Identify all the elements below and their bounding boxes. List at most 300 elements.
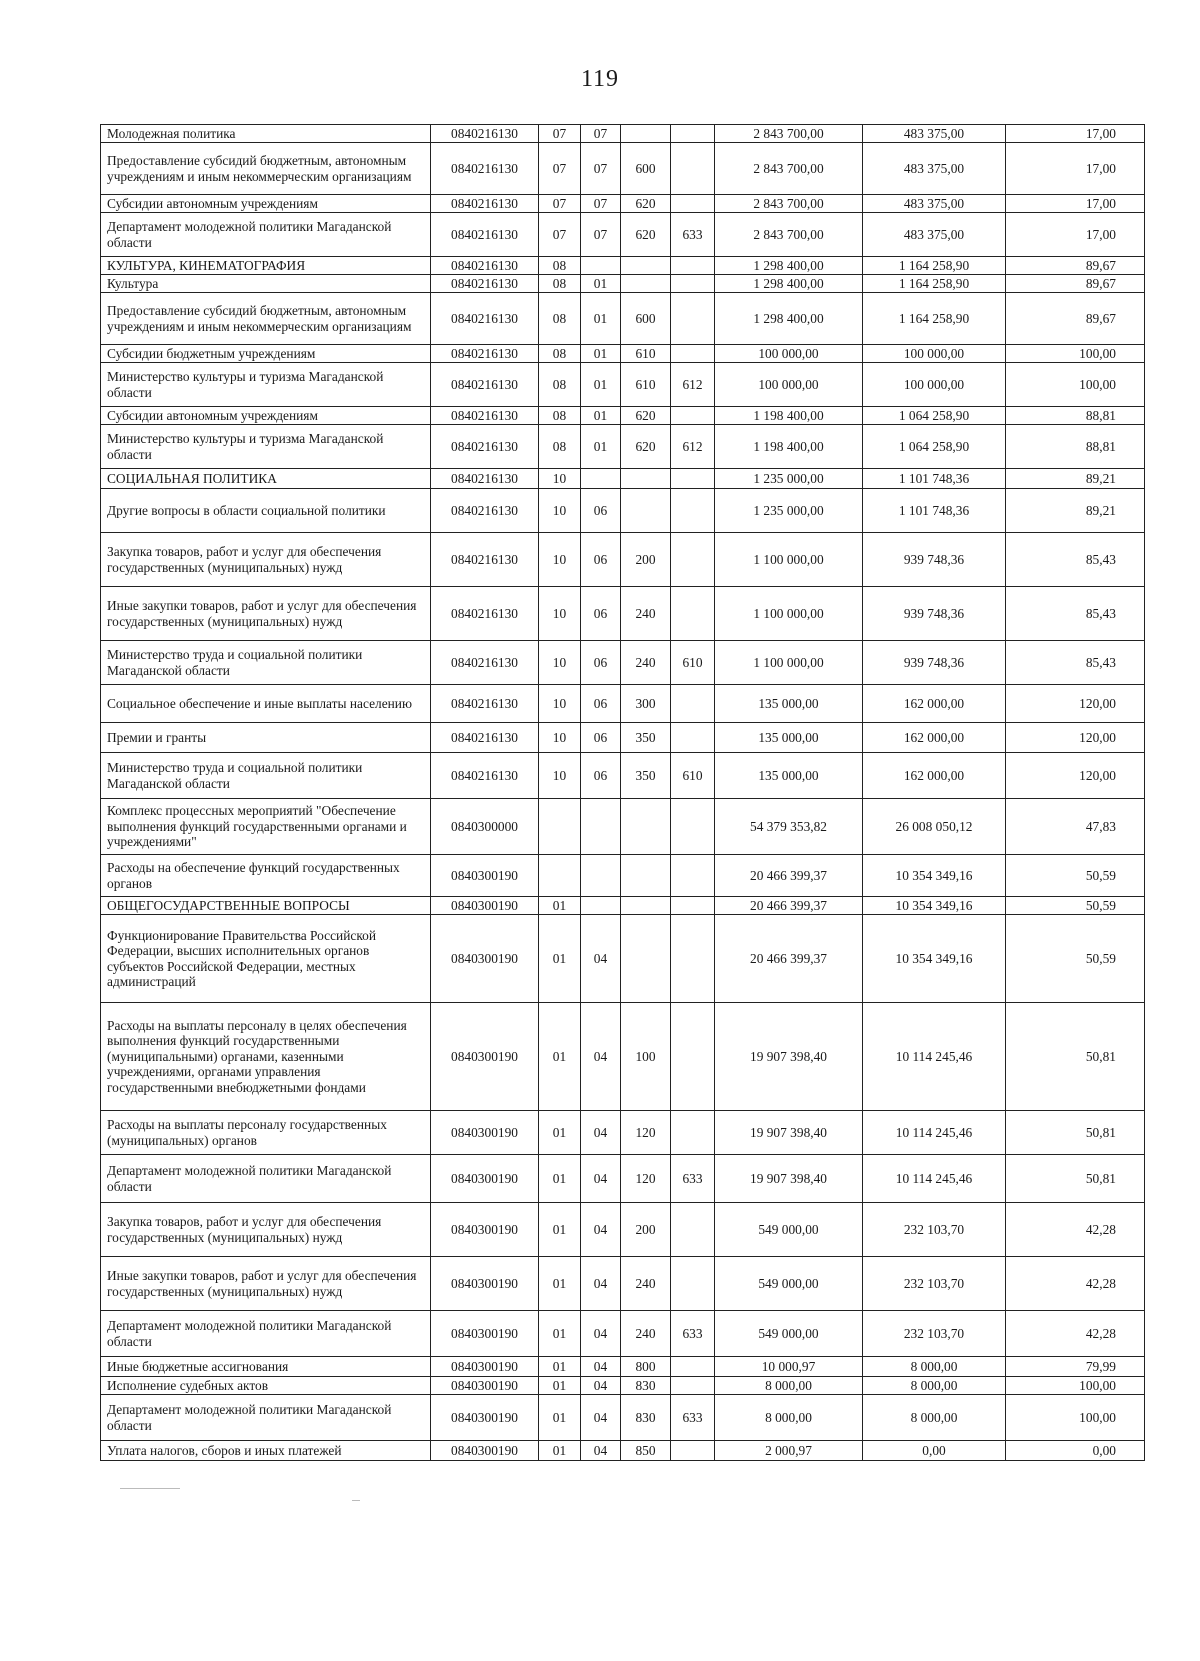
cell-expense-type: 350	[621, 723, 671, 753]
cell-percent: 42,28	[1006, 1311, 1145, 1357]
cell-administrator: 633	[671, 1395, 715, 1441]
cell-subsection: 06	[581, 641, 621, 685]
table-row	[101, 1003, 1145, 1111]
cell-target-code: 0840216130	[431, 143, 539, 195]
cell-section: 01	[539, 1203, 581, 1257]
cell-administrator	[671, 897, 715, 915]
cell-percent: 100,00	[1006, 1395, 1145, 1441]
cell-executed: 162 000,00	[863, 753, 1006, 799]
table-row	[101, 685, 1145, 723]
cell-section: 01	[539, 1257, 581, 1311]
cell-planned: 19 907 398,40	[715, 1111, 863, 1155]
cell-executed: 1 164 258,90	[863, 293, 1006, 345]
cell-name: Департамент молодежной политики Магаданской области	[101, 213, 431, 257]
cell-subsection: 04	[581, 915, 621, 1003]
cell-subsection: 06	[581, 489, 621, 533]
cell-executed: 8 000,00	[863, 1357, 1006, 1377]
cell-name: Комплекс процессных мероприятий "Обеспечение выполнения функций государственными органами и учреждениями"	[101, 799, 431, 855]
budget-table	[100, 124, 1145, 1461]
cell-administrator	[671, 257, 715, 275]
table-row	[101, 915, 1145, 1003]
cell-percent: 120,00	[1006, 753, 1145, 799]
cell-target-code: 0840216130	[431, 685, 539, 723]
cell-target-code: 0840300190	[431, 1257, 539, 1311]
cell-planned: 2 000,97	[715, 1441, 863, 1461]
cell-name: Иные закупки товаров, работ и услуг для обеспечения государственных (муниципальных) нужд	[101, 1257, 431, 1311]
scan-artifact	[352, 1500, 360, 1501]
table-row	[101, 1377, 1145, 1395]
cell-expense-type: 120	[621, 1111, 671, 1155]
cell-section: 08	[539, 345, 581, 363]
cell-name: Иные бюджетные ассигнования	[101, 1357, 431, 1377]
cell-target-code: 0840216130	[431, 275, 539, 293]
cell-administrator	[671, 1357, 715, 1377]
cell-name: Субсидии автономным учреждениям	[101, 195, 431, 213]
cell-target-code: 0840216130	[431, 425, 539, 469]
cell-administrator	[671, 723, 715, 753]
cell-subsection: 04	[581, 1377, 621, 1395]
budget-table-body	[101, 125, 1145, 1461]
cell-subsection: 07	[581, 143, 621, 195]
cell-subsection: 07	[581, 195, 621, 213]
cell-percent: 88,81	[1006, 425, 1145, 469]
table-row	[101, 753, 1145, 799]
cell-expense-type: 350	[621, 753, 671, 799]
table-row	[101, 345, 1145, 363]
cell-executed: 10 354 349,16	[863, 897, 1006, 915]
cell-name: Культура	[101, 275, 431, 293]
cell-target-code: 0840216130	[431, 641, 539, 685]
cell-name: Премии и гранты	[101, 723, 431, 753]
table-row	[101, 1357, 1145, 1377]
cell-subsection	[581, 799, 621, 855]
cell-expense-type	[621, 915, 671, 1003]
cell-percent: 85,43	[1006, 587, 1145, 641]
cell-subsection: 04	[581, 1155, 621, 1203]
cell-percent: 89,21	[1006, 469, 1145, 489]
cell-section: 08	[539, 363, 581, 407]
cell-section: 08	[539, 425, 581, 469]
cell-percent: 50,81	[1006, 1111, 1145, 1155]
cell-planned: 20 466 399,37	[715, 915, 863, 1003]
cell-planned: 54 379 353,82	[715, 799, 863, 855]
cell-subsection: 06	[581, 685, 621, 723]
cell-expense-type	[621, 897, 671, 915]
cell-section: 10	[539, 753, 581, 799]
table-row	[101, 1203, 1145, 1257]
cell-administrator: 610	[671, 753, 715, 799]
cell-executed: 1 101 748,36	[863, 489, 1006, 533]
cell-section: 08	[539, 275, 581, 293]
table-row	[101, 489, 1145, 533]
table-row	[101, 257, 1145, 275]
cell-target-code: 0840300190	[431, 855, 539, 897]
cell-subsection: 07	[581, 213, 621, 257]
table-row	[101, 407, 1145, 425]
table-row	[101, 855, 1145, 897]
cell-planned: 8 000,00	[715, 1377, 863, 1395]
cell-percent: 89,67	[1006, 257, 1145, 275]
cell-percent: 89,21	[1006, 489, 1145, 533]
cell-expense-type: 600	[621, 293, 671, 345]
table-row	[101, 469, 1145, 489]
cell-planned: 1 235 000,00	[715, 489, 863, 533]
cell-subsection: 01	[581, 293, 621, 345]
cell-name: Иные закупки товаров, работ и услуг для обеспечения государственных (муниципальных) нужд	[101, 587, 431, 641]
cell-subsection: 04	[581, 1395, 621, 1441]
cell-executed: 10 114 245,46	[863, 1111, 1006, 1155]
cell-name: Функционирование Правительства Российской Федерации, высших исполнительных органов субъектов Российской Федерации, местных администраций	[101, 915, 431, 1003]
cell-target-code: 0840216130	[431, 213, 539, 257]
table-row	[101, 1257, 1145, 1311]
cell-planned: 20 466 399,37	[715, 897, 863, 915]
cell-name: КУЛЬТУРА, КИНЕМАТОГРАФИЯ	[101, 257, 431, 275]
cell-section: 07	[539, 213, 581, 257]
cell-subsection: 06	[581, 723, 621, 753]
cell-administrator	[671, 489, 715, 533]
cell-name: Молодежная политика	[101, 125, 431, 143]
cell-expense-type: 800	[621, 1357, 671, 1377]
cell-section: 10	[539, 723, 581, 753]
cell-planned: 1 198 400,00	[715, 425, 863, 469]
cell-section: 07	[539, 125, 581, 143]
cell-planned: 1 100 000,00	[715, 533, 863, 587]
cell-percent: 85,43	[1006, 533, 1145, 587]
cell-expense-type: 620	[621, 213, 671, 257]
cell-expense-type: 240	[621, 1311, 671, 1357]
cell-target-code: 0840216130	[431, 195, 539, 213]
cell-executed: 232 103,70	[863, 1311, 1006, 1357]
table-row	[101, 587, 1145, 641]
cell-target-code: 0840300190	[431, 1357, 539, 1377]
cell-section: 10	[539, 469, 581, 489]
cell-expense-type: 620	[621, 407, 671, 425]
cell-executed: 100 000,00	[863, 363, 1006, 407]
cell-administrator	[671, 533, 715, 587]
table-row	[101, 1441, 1145, 1461]
table-row	[101, 641, 1145, 685]
table-row	[101, 1311, 1145, 1357]
cell-section: 07	[539, 195, 581, 213]
cell-expense-type	[621, 257, 671, 275]
cell-subsection: 01	[581, 275, 621, 293]
cell-name: Другие вопросы в области социальной политики	[101, 489, 431, 533]
cell-administrator: 633	[671, 1155, 715, 1203]
cell-name: СОЦИАЛЬНАЯ ПОЛИТИКА	[101, 469, 431, 489]
cell-percent: 89,67	[1006, 275, 1145, 293]
cell-target-code: 0840216130	[431, 587, 539, 641]
cell-name: Исполнение судебных актов	[101, 1377, 431, 1395]
cell-executed: 100 000,00	[863, 345, 1006, 363]
cell-expense-type: 610	[621, 345, 671, 363]
cell-expense-type: 240	[621, 641, 671, 685]
cell-planned: 19 907 398,40	[715, 1003, 863, 1111]
cell-executed: 1 064 258,90	[863, 425, 1006, 469]
cell-section	[539, 799, 581, 855]
cell-target-code: 0840300000	[431, 799, 539, 855]
cell-target-code: 0840216130	[431, 533, 539, 587]
cell-target-code: 0840300190	[431, 1003, 539, 1111]
cell-planned: 1 235 000,00	[715, 469, 863, 489]
cell-expense-type: 240	[621, 587, 671, 641]
cell-name: Расходы на обеспечение функций государственных органов	[101, 855, 431, 897]
table-row	[101, 1111, 1145, 1155]
cell-executed: 939 748,36	[863, 533, 1006, 587]
cell-percent: 42,28	[1006, 1203, 1145, 1257]
cell-expense-type: 620	[621, 195, 671, 213]
cell-target-code: 0840216130	[431, 489, 539, 533]
cell-planned: 549 000,00	[715, 1257, 863, 1311]
cell-percent: 50,59	[1006, 915, 1145, 1003]
cell-expense-type: 100	[621, 1003, 671, 1111]
cell-percent: 120,00	[1006, 723, 1145, 753]
cell-planned: 549 000,00	[715, 1203, 863, 1257]
cell-subsection: 06	[581, 533, 621, 587]
table-row	[101, 1155, 1145, 1203]
cell-administrator	[671, 1111, 715, 1155]
cell-executed: 939 748,36	[863, 641, 1006, 685]
cell-executed: 26 008 050,12	[863, 799, 1006, 855]
cell-target-code: 0840216130	[431, 469, 539, 489]
cell-subsection	[581, 469, 621, 489]
cell-target-code: 0840300190	[431, 1111, 539, 1155]
cell-section: 01	[539, 1395, 581, 1441]
cell-administrator	[671, 275, 715, 293]
cell-percent: 120,00	[1006, 685, 1145, 723]
cell-subsection: 01	[581, 425, 621, 469]
table-row	[101, 195, 1145, 213]
cell-section: 10	[539, 641, 581, 685]
table-row	[101, 293, 1145, 345]
cell-executed: 483 375,00	[863, 213, 1006, 257]
cell-planned: 2 843 700,00	[715, 213, 863, 257]
cell-subsection	[581, 257, 621, 275]
cell-section	[539, 855, 581, 897]
cell-administrator	[671, 195, 715, 213]
cell-administrator: 612	[671, 425, 715, 469]
cell-name: Предоставление субсидий бюджетным, автономным учреждениям и иным некоммерческим организациям	[101, 293, 431, 345]
cell-administrator	[671, 915, 715, 1003]
cell-executed: 483 375,00	[863, 125, 1006, 143]
cell-target-code: 0840216130	[431, 753, 539, 799]
cell-planned: 1 298 400,00	[715, 275, 863, 293]
cell-percent: 50,59	[1006, 855, 1145, 897]
cell-percent: 17,00	[1006, 195, 1145, 213]
cell-percent: 17,00	[1006, 143, 1145, 195]
cell-planned: 1 100 000,00	[715, 641, 863, 685]
table-row	[101, 723, 1145, 753]
cell-planned: 2 843 700,00	[715, 143, 863, 195]
cell-subsection: 04	[581, 1203, 621, 1257]
cell-target-code: 0840216130	[431, 293, 539, 345]
cell-name: Департамент молодежной политики Магаданской области	[101, 1311, 431, 1357]
cell-name: Предоставление субсидий бюджетным, автономным учреждениям и иным некоммерческим организациям	[101, 143, 431, 195]
cell-percent: 17,00	[1006, 213, 1145, 257]
cell-expense-type: 830	[621, 1395, 671, 1441]
cell-name: Министерство труда и социальной политики Магаданской области	[101, 753, 431, 799]
cell-name: Субсидии бюджетным учреждениям	[101, 345, 431, 363]
table-row	[101, 143, 1145, 195]
table-row	[101, 425, 1145, 469]
cell-name: Уплата налогов, сборов и иных платежей	[101, 1441, 431, 1461]
table-row	[101, 533, 1145, 587]
cell-expense-type	[621, 125, 671, 143]
cell-section: 08	[539, 293, 581, 345]
cell-percent: 100,00	[1006, 1377, 1145, 1395]
cell-section: 01	[539, 1377, 581, 1395]
cell-percent: 50,81	[1006, 1155, 1145, 1203]
cell-executed: 1 064 258,90	[863, 407, 1006, 425]
cell-subsection: 04	[581, 1111, 621, 1155]
cell-administrator	[671, 345, 715, 363]
cell-administrator	[671, 469, 715, 489]
cell-administrator: 633	[671, 213, 715, 257]
cell-target-code: 0840216130	[431, 723, 539, 753]
cell-section: 01	[539, 915, 581, 1003]
cell-subsection: 04	[581, 1441, 621, 1461]
cell-planned: 20 466 399,37	[715, 855, 863, 897]
cell-name: Департамент молодежной политики Магаданской области	[101, 1395, 431, 1441]
cell-expense-type	[621, 855, 671, 897]
cell-expense-type: 120	[621, 1155, 671, 1203]
cell-executed: 10 114 245,46	[863, 1155, 1006, 1203]
cell-name: Расходы на выплаты персоналу государственных (муниципальных) органов	[101, 1111, 431, 1155]
cell-target-code: 0840216130	[431, 257, 539, 275]
cell-percent: 42,28	[1006, 1257, 1145, 1311]
cell-target-code: 0840300190	[431, 1441, 539, 1461]
cell-administrator	[671, 407, 715, 425]
cell-expense-type: 240	[621, 1257, 671, 1311]
cell-target-code: 0840300190	[431, 1395, 539, 1441]
cell-planned: 1 298 400,00	[715, 257, 863, 275]
cell-name: Расходы на выплаты персоналу в целях обеспечения выполнения функций государственными (муниципальными) органами, казенными учреждениями, органами управления государственными внебюджетными фондами	[101, 1003, 431, 1111]
cell-executed: 232 103,70	[863, 1257, 1006, 1311]
cell-administrator	[671, 587, 715, 641]
cell-executed: 232 103,70	[863, 1203, 1006, 1257]
cell-planned: 1 100 000,00	[715, 587, 863, 641]
cell-name: Субсидии автономным учреждениям	[101, 407, 431, 425]
cell-expense-type	[621, 799, 671, 855]
cell-expense-type: 300	[621, 685, 671, 723]
cell-planned: 2 843 700,00	[715, 195, 863, 213]
cell-target-code: 0840216130	[431, 407, 539, 425]
cell-administrator	[671, 855, 715, 897]
cell-planned: 100 000,00	[715, 363, 863, 407]
cell-name: Департамент молодежной политики Магаданской области	[101, 1155, 431, 1203]
cell-executed: 162 000,00	[863, 685, 1006, 723]
cell-subsection	[581, 897, 621, 915]
cell-executed: 162 000,00	[863, 723, 1006, 753]
cell-executed: 8 000,00	[863, 1377, 1006, 1395]
cell-administrator	[671, 1377, 715, 1395]
cell-target-code: 0840300190	[431, 1377, 539, 1395]
cell-administrator: 610	[671, 641, 715, 685]
cell-subsection: 06	[581, 753, 621, 799]
cell-administrator	[671, 1257, 715, 1311]
cell-subsection: 04	[581, 1003, 621, 1111]
cell-planned: 8 000,00	[715, 1395, 863, 1441]
cell-planned: 10 000,97	[715, 1357, 863, 1377]
table-row	[101, 275, 1145, 293]
cell-executed: 483 375,00	[863, 143, 1006, 195]
cell-subsection: 07	[581, 125, 621, 143]
cell-percent: 88,81	[1006, 407, 1145, 425]
table-row	[101, 363, 1145, 407]
cell-section: 01	[539, 1311, 581, 1357]
cell-expense-type: 200	[621, 533, 671, 587]
cell-executed: 1 164 258,90	[863, 275, 1006, 293]
cell-percent: 79,99	[1006, 1357, 1145, 1377]
cell-section: 01	[539, 1357, 581, 1377]
cell-administrator	[671, 293, 715, 345]
cell-planned: 100 000,00	[715, 345, 863, 363]
cell-expense-type	[621, 489, 671, 533]
cell-section: 01	[539, 1155, 581, 1203]
cell-administrator	[671, 1003, 715, 1111]
cell-section: 10	[539, 587, 581, 641]
cell-planned: 1 298 400,00	[715, 293, 863, 345]
cell-percent: 100,00	[1006, 363, 1145, 407]
cell-expense-type	[621, 469, 671, 489]
cell-planned: 549 000,00	[715, 1311, 863, 1357]
cell-percent: 0,00	[1006, 1441, 1145, 1461]
cell-target-code: 0840300190	[431, 897, 539, 915]
cell-target-code: 0840216130	[431, 125, 539, 143]
cell-percent: 100,00	[1006, 345, 1145, 363]
cell-subsection: 01	[581, 345, 621, 363]
table-row	[101, 799, 1145, 855]
cell-planned: 2 843 700,00	[715, 125, 863, 143]
cell-percent: 89,67	[1006, 293, 1145, 345]
table-row	[101, 213, 1145, 257]
cell-planned: 135 000,00	[715, 685, 863, 723]
table-row	[101, 1395, 1145, 1441]
cell-section: 10	[539, 489, 581, 533]
cell-target-code: 0840300190	[431, 1311, 539, 1357]
cell-expense-type: 610	[621, 363, 671, 407]
cell-subsection	[581, 855, 621, 897]
cell-section: 07	[539, 143, 581, 195]
cell-planned: 1 198 400,00	[715, 407, 863, 425]
cell-planned: 135 000,00	[715, 753, 863, 799]
cell-percent: 47,83	[1006, 799, 1145, 855]
cell-percent: 50,81	[1006, 1003, 1145, 1111]
cell-percent: 50,59	[1006, 897, 1145, 915]
cell-executed: 10 354 349,16	[863, 855, 1006, 897]
cell-name: Министерство культуры и туризма Магаданской области	[101, 363, 431, 407]
cell-target-code: 0840300190	[431, 1203, 539, 1257]
page-number: 119	[580, 66, 620, 92]
cell-percent: 17,00	[1006, 125, 1145, 143]
scan-artifact	[120, 1488, 180, 1489]
cell-section: 10	[539, 533, 581, 587]
cell-executed: 1 164 258,90	[863, 257, 1006, 275]
cell-section: 01	[539, 1111, 581, 1155]
table-row	[101, 125, 1145, 143]
cell-executed: 10 354 349,16	[863, 915, 1006, 1003]
cell-section: 08	[539, 407, 581, 425]
cell-expense-type: 600	[621, 143, 671, 195]
cell-section: 10	[539, 685, 581, 723]
cell-administrator: 633	[671, 1311, 715, 1357]
cell-administrator	[671, 143, 715, 195]
cell-executed: 1 101 748,36	[863, 469, 1006, 489]
cell-executed: 483 375,00	[863, 195, 1006, 213]
cell-expense-type	[621, 275, 671, 293]
cell-expense-type: 850	[621, 1441, 671, 1461]
cell-name: Министерство труда и социальной политики Магаданской области	[101, 641, 431, 685]
cell-subsection: 06	[581, 587, 621, 641]
